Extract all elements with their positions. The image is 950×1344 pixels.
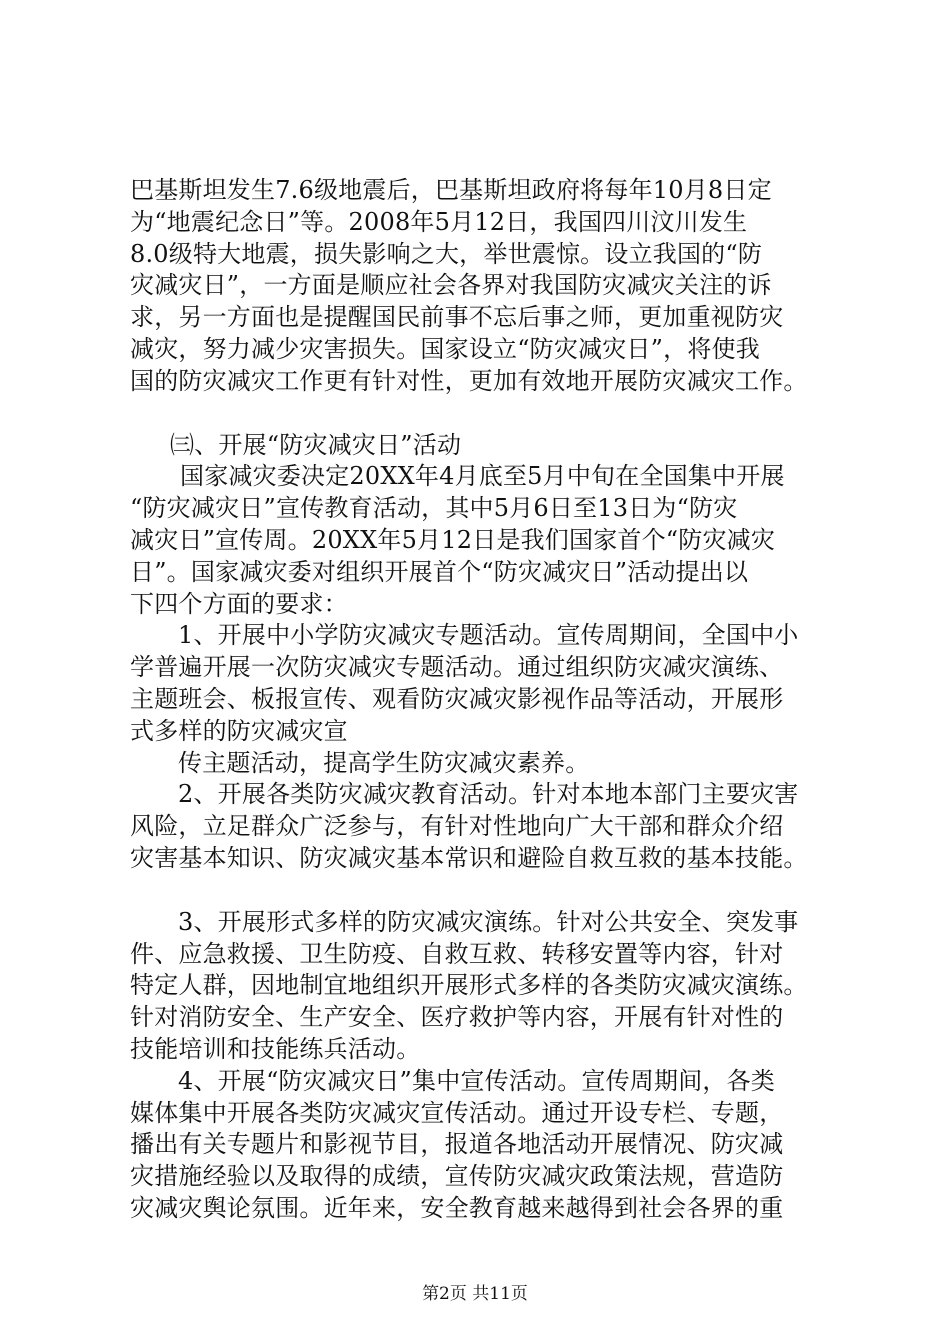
text-line: 下四个方面的要求：: [130, 589, 348, 618]
paragraph-background: [130, 175, 835, 398]
body-text: [130, 175, 835, 1225]
text-line: 学普遍开展一次防灾减灾专题活动。通过组织防灾减灾演练、: [130, 653, 784, 682]
text-line: 2、开展各类防灾减灾教育活动。针对本地本部门主要灾害: [178, 780, 799, 809]
text-line: 风险，立足群众广泛参与，有针对性地向广大干部和群众介绍: [130, 812, 784, 841]
page-number-footer: 第2页 共11页: [422, 1284, 528, 1304]
text-line: 灾害基本知识、防灾减灾基本常识和避险自救互救的基本技能。: [130, 843, 808, 872]
paragraph-gap: [130, 875, 835, 907]
list-item-3: [130, 907, 835, 1066]
text-line: “防灾减灾日”宣传教育活动，其中5月6日至13日为“防灾: [130, 494, 738, 523]
list-item-4: [130, 1066, 835, 1225]
text-line: 国家减灾委决定20XX年4月底至5月中旬在全国集中开展: [180, 462, 785, 491]
text-line: 主题班会、板报宣传、观看防灾减灾影视作品等活动，开展形: [130, 684, 784, 713]
text-line: 针对消防安全、生产安全、医疗救护等内容，开展有针对性的: [130, 1003, 784, 1032]
text-line: 国的防灾减灾工作更有针对性，更加有效地开展防灾减灾工作。: [130, 366, 808, 395]
text-line: 日”。国家减灾委对组织开展首个“防灾减灾日”活动提出以: [130, 557, 749, 586]
text-line: 式多样的防灾减灾宣: [130, 716, 348, 745]
text-line: 8.0级特大地震，损失影响之大，举世震惊。设立我国的“防: [130, 239, 763, 268]
text-line: 播出有关专题片和影视节目，报道各地活动开展情况、防灾减: [130, 1130, 784, 1159]
text-line: 为“地震纪念日”等。2008年5月12日，我国四川汶川发生: [130, 207, 748, 236]
text-line: 减灾日”宣传周。20XX年5月12日是我们国家首个“防灾减灾: [130, 525, 776, 554]
list-item-2: [130, 779, 835, 874]
text-line: 3、开展形式多样的防灾减灾演练。针对公共安全、突发事: [178, 907, 799, 936]
text-line: 灾减灾日”，一方面是顺应社会各界对我国防灾减灾关注的诉: [130, 271, 772, 300]
text-line: 求，另一方面也是提醒国民前事不忘后事之师，更加重视防灾: [130, 303, 784, 332]
text-line: 巴基斯坦发生7.6级地震后，巴基斯坦政府将每年10月8日定: [130, 176, 772, 204]
text-line: 特定人群，因地制宜地组织开展形式多样的各类防灾减灾演练。: [130, 971, 808, 1000]
text-line: 传主题活动，提高学生防灾减灾素养。: [178, 748, 590, 777]
section-heading: ㈢、开展“防灾减灾日”活动: [170, 430, 462, 459]
text-line: 灾措施经验以及取得的成绩，宣传防灾减灾政策法规，营造防: [130, 1162, 784, 1191]
text-line: 件、应急救援、卫生防疫、自救互救、转移安置等内容，针对: [130, 939, 784, 968]
text-line: 减灾，努力减少灾害损失。国家设立“防灾减灾日”，将使我: [130, 334, 760, 363]
text-line: 1、开展中小学防灾减灾专题活动。宣传周期间，全国中小: [178, 621, 799, 650]
list-item-1: [130, 620, 835, 779]
text-line: 技能培训和技能练兵活动。: [130, 1034, 421, 1063]
paragraph-gap: [130, 398, 835, 430]
paragraph-intro: [130, 461, 835, 620]
text-line: 4、开展“防灾减灾日”集中宣传活动。宣传周期间，各类: [178, 1066, 776, 1095]
text-line: 媒体集中开展各类防灾减灾宣传活动。通过开设专栏、专题，: [130, 1098, 784, 1127]
text-line: 灾减灾舆论氛围。近年来，安全教育越来越得到社会各界的重: [130, 1193, 784, 1222]
